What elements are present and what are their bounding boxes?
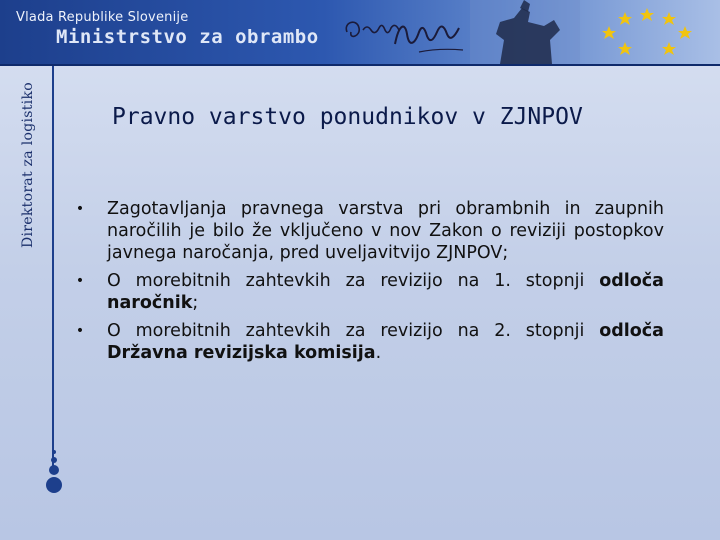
- bullet-punctuation: .: [375, 343, 382, 363]
- bullet-item: [74, 270, 664, 314]
- bullet-dot-icon: •: [75, 273, 85, 289]
- slide-title: Pravno varstvo ponudnikov v ZJNPOV: [112, 104, 583, 130]
- bullet-bold-verb: odloča: [599, 321, 664, 341]
- eu-stars-graphic: [585, 4, 715, 62]
- government-name: Vlada Republike Slovenije: [16, 10, 189, 25]
- bullet-bold-subject: naročnik: [107, 293, 193, 313]
- bullet-dot-icon: •: [75, 201, 85, 217]
- bullet-text: Zagotavljanja pravnega varstva pri obrambnih in zaupnih naročilih je bilo že vključeno v nov Zakon o reviziji postopkov javnega naročanja, pred uveljavitvijo ZJNPOV;: [107, 199, 664, 263]
- decorative-dots: [40, 448, 70, 498]
- bullet-dot-icon: •: [75, 323, 85, 339]
- equestrian-statue-graphic: [470, 0, 580, 64]
- bullet-bold-subject: Državna revizijska komisija: [107, 343, 376, 363]
- sidebar-divider: [52, 66, 54, 468]
- bullet-text: O morebitnih zahtevkih za revizijo na 1. stopnji: [107, 271, 600, 291]
- bullet-text: O morebitnih zahtevkih za revizijo na 2. stopnji: [107, 321, 600, 341]
- bullet-bold-verb: odloča: [599, 271, 664, 291]
- header-divider: [0, 64, 720, 66]
- bullet-item: [74, 320, 664, 364]
- header-banner: [0, 0, 720, 64]
- ministry-name: Ministrstvo za obrambo: [56, 26, 319, 48]
- bullet-item: [74, 198, 664, 264]
- bullet-punctuation: ;: [192, 293, 199, 313]
- signature-graphic: [335, 4, 485, 62]
- directorate-label: Direktorat za logistiko: [20, 82, 36, 248]
- bullet-list: [74, 198, 664, 370]
